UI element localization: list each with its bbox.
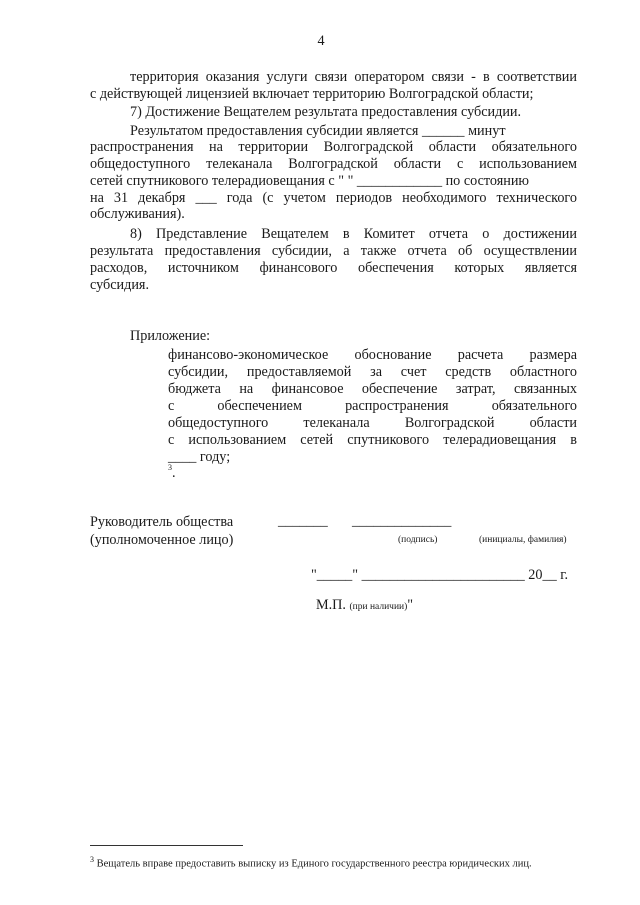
paragraph-line: распространения на территории Волгоградской области обязательного — [90, 139, 577, 155]
signature-blank: _______ — [278, 513, 328, 529]
signature-caption: (подпись) — [398, 535, 438, 545]
paragraph-line: сетей спутникового телерадиовещания с " " ____________ по состоянию — [90, 173, 530, 189]
paragraph-line: обслуживания). — [90, 206, 185, 222]
appendix-line: с обеспечением распространения обязательного — [168, 398, 577, 414]
signature-heading: Руководитель общества — [90, 514, 234, 530]
paragraph-line: с действующей лицензией включает территорию Волгоградской области; — [90, 86, 534, 102]
appendix-line: ____ году; — [168, 449, 231, 465]
paragraph-line: 8) Представление Вещателем в Комитет отчета о достижении — [130, 226, 577, 242]
footnote-text: Вещатель вправе предоставить выписку из Единого государственного реестра юридических лиц. — [94, 858, 532, 870]
appendix-line: финансово-экономическое обоснование расчета размера — [168, 347, 577, 363]
seal-text: М.П. — [316, 597, 346, 613]
appendix-line: с использованием сетей спутникового телерадиовещания в — [168, 432, 577, 448]
footnote-separator — [90, 845, 243, 846]
footnote — [90, 855, 532, 870]
date-line: "_____" _______________________ 20__ г. — [311, 567, 568, 583]
footnote-mark: 3 — [90, 855, 94, 864]
appendix-line: общедоступного телеканала Волгоградской области — [168, 415, 577, 431]
name-blank: ______________ — [352, 513, 452, 529]
paragraph-line: результата предоставления субсидии, а также отчета об осуществлении — [90, 243, 577, 259]
page-number: 4 — [317, 33, 325, 49]
paragraph-line: Результатом предоставления субсидии является ______ минут — [130, 123, 506, 139]
paragraph-line: субсидия. — [90, 277, 150, 293]
seal-label — [316, 598, 413, 613]
appendix-line: субсидии, предоставляемой за счет средств областного — [168, 364, 577, 380]
appendix-period: . — [172, 465, 176, 481]
signature-heading: (уполномоченное лицо) — [90, 532, 234, 548]
appendix-line: бюджета на финансовое обеспечение затрат, связанных — [168, 381, 577, 397]
paragraph-line: общедоступного телеканала Волгоградской области с использованием — [90, 156, 577, 172]
appendix-label: Приложение: — [130, 328, 211, 344]
footnote-reference: 3 — [168, 463, 172, 472]
paragraph-line: территория оказания услуги связи оператором связи - в соответствии — [130, 69, 577, 85]
paragraph-line: 7) Достижение Вещателем результата предоставления субсидии. — [130, 104, 522, 120]
paragraph-line: расходов, источником финансового обеспечения которых является — [90, 260, 577, 276]
seal-note: (при наличии) — [349, 602, 408, 612]
name-caption: (инициалы, фамилия) — [479, 535, 567, 545]
closing-quote: " — [407, 597, 414, 613]
paragraph-line: на 31 декабря ___ года (с учетом периодов необходимого технического — [90, 190, 577, 206]
